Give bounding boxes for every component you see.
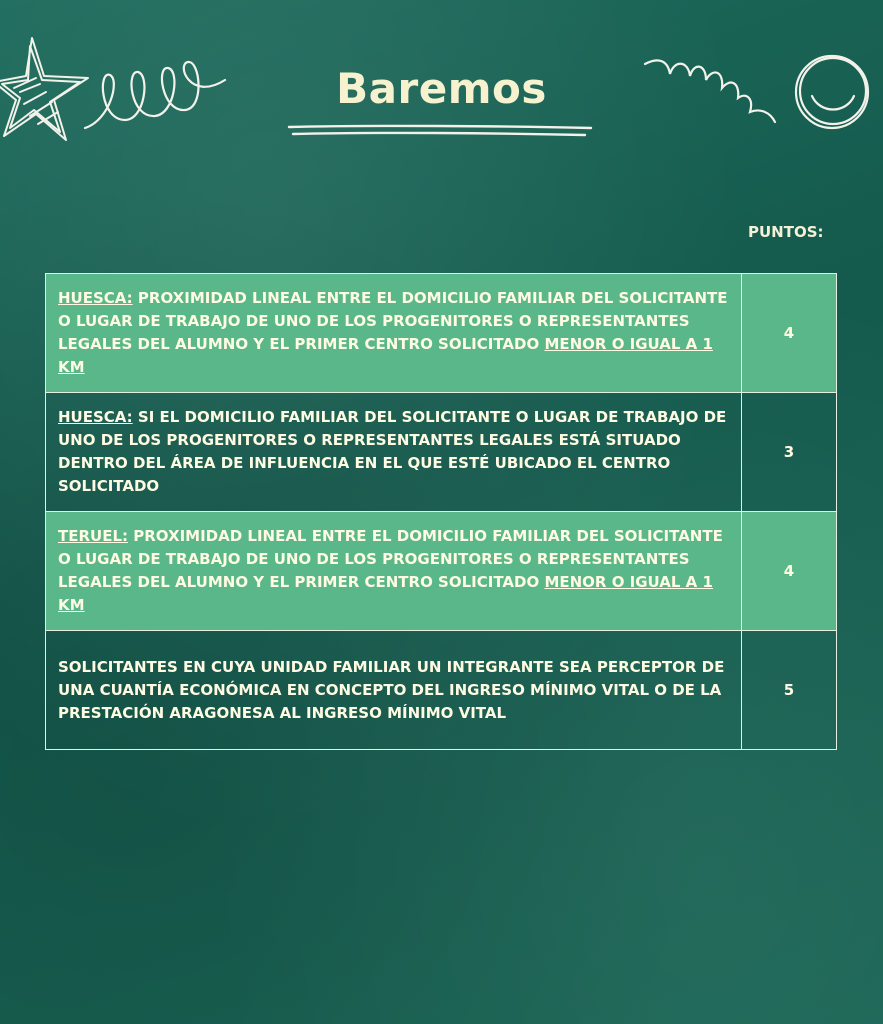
baremos-table — [45, 273, 837, 750]
criterion-description — [46, 393, 742, 512]
criterion-text: PROXIMIDAD LINEAL ENTRE EL DOMICILIO FAMILIAR DEL SOLICITANTE O LUGAR DE TRABAJO DE UNO DE LOS PROGENITORES O REPRESENTANTES LEGALES DEL ALUMNO Y EL PRIMER CENTRO SOLICITADO — [58, 289, 728, 353]
criterion-description — [46, 631, 742, 750]
table-row — [46, 393, 837, 512]
criterion-label: HUESCA: — [58, 408, 133, 426]
criterion-points: 5 — [742, 631, 837, 750]
criterion-label: TERUEL: — [58, 527, 129, 545]
points-header: PUNTOS: — [748, 223, 824, 241]
criterion-suffix: MENOR O IGUAL A 1 KM — [58, 573, 713, 614]
page-title: Baremos — [336, 64, 547, 113]
criterion-text: SI EL DOMICILIO FAMILIAR DEL SOLICITANTE O LUGAR DE TRABAJO DE UNO DE LOS PROGENITORES O REPRESENTANTES LEGALES ESTÁ SITUADO DENTRO DEL ÁREA DE INFLUENCIA EN EL QUE ESTÉ UBICADO EL CENTRO SOLICITADO — [58, 408, 727, 495]
criterion-text: PROXIMIDAD LINEAL ENTRE EL DOMICILIO FAMILIAR DEL SOLICITANTE O LUGAR DE TRABAJO DE UNO DE LOS PROGENITORES O REPRESENTANTES LEGALES DEL ALUMNO Y EL PRIMER CENTRO SOLICITADO — [58, 527, 723, 591]
table-row — [46, 274, 837, 393]
table-row — [46, 512, 837, 631]
criterion-description — [46, 512, 742, 631]
criterion-points: 4 — [742, 512, 837, 631]
criterion-description — [46, 274, 742, 393]
title-underline — [285, 122, 595, 142]
criterion-suffix: MENOR O IGUAL A 1 KM — [58, 335, 713, 376]
criterion-points: 3 — [742, 393, 837, 512]
criterion-text: SOLICITANTES EN CUYA UNIDAD FAMILIAR UN INTEGRANTE SEA PERCEPTOR DE UNA CUANTÍA ECONÓMICA EN CONCEPTO DEL INGRESO MÍNIMO VITAL O DE LA PRESTACIÓN ARAGONESA AL INGRESO MÍNIMO VITAL — [58, 657, 725, 722]
criterion-points: 4 — [742, 274, 837, 393]
criterion-label: HUESCA: — [58, 289, 133, 307]
table-row — [46, 631, 837, 750]
